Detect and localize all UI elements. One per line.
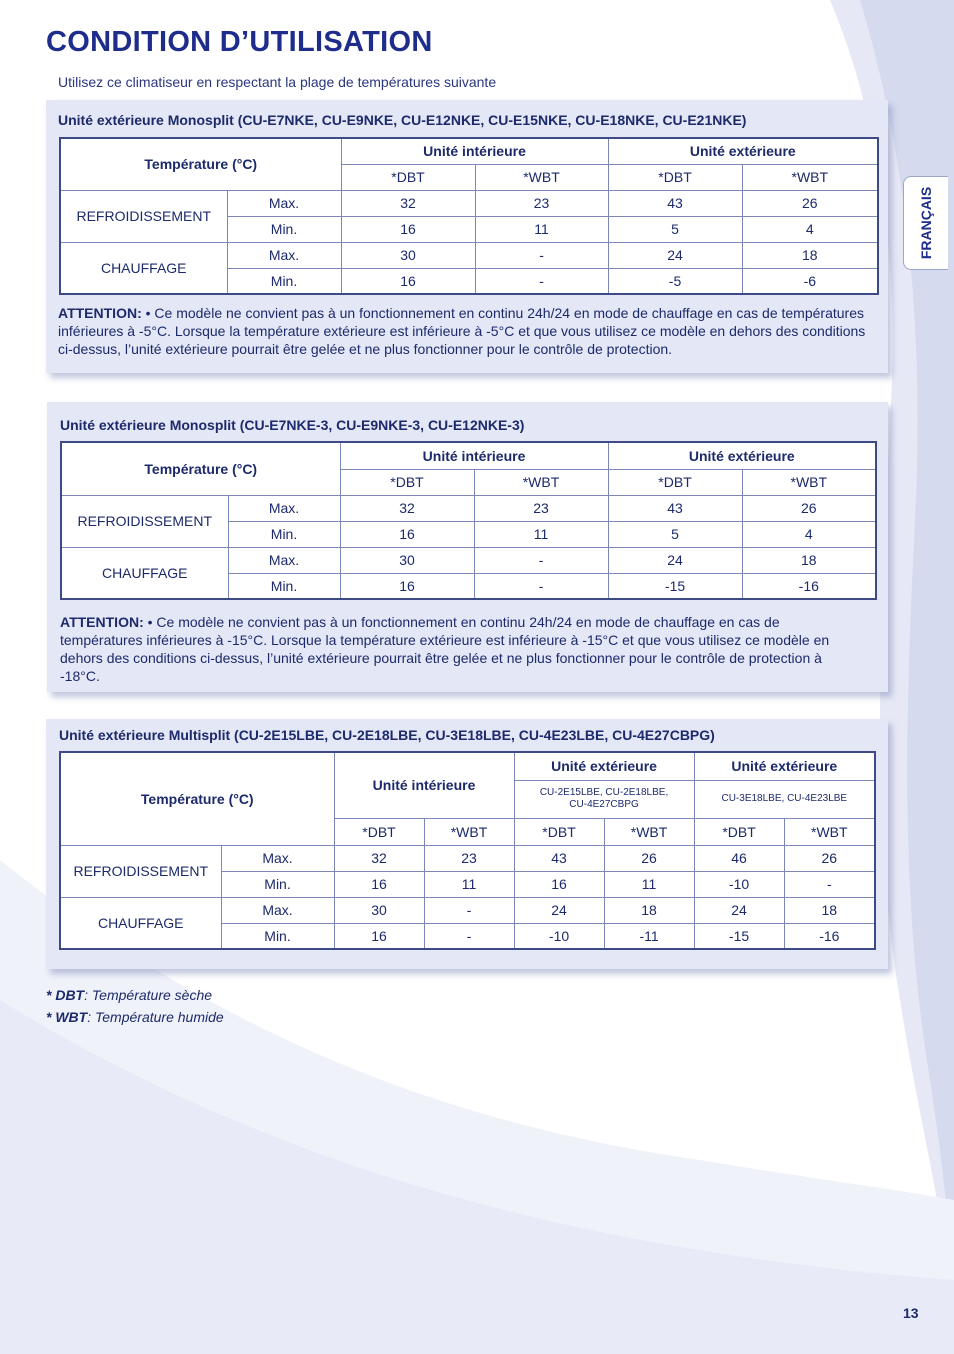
wbt-header: *WBT — [604, 818, 694, 845]
table-cell: - — [474, 547, 608, 573]
table-cell: 46 — [694, 845, 784, 871]
temperature-header: Température (°C) — [60, 138, 341, 190]
table-cell: 26 — [604, 845, 694, 871]
table-cell: 32 — [334, 845, 424, 871]
table-cell: 43 — [608, 190, 742, 216]
table-cell: 24 — [608, 547, 742, 573]
section-monosplit-1 — [46, 100, 888, 373]
wbt-header: *WBT — [742, 469, 876, 495]
table-cell: 26 — [784, 845, 875, 871]
temperature-header: Température (°C) — [61, 442, 340, 495]
cooling-label: REFROIDISSEMENT — [60, 190, 227, 242]
min-label: Min. — [221, 923, 334, 949]
table-cell: 23 — [475, 190, 608, 216]
table-cell: 5 — [608, 216, 742, 242]
footnote-text: : Température sèche — [84, 987, 213, 1003]
heating-label: CHAUFFAGE — [60, 897, 221, 949]
section-title: Unité extérieure Monosplit (CU-E7NKE-3, CU-E9NKE-3, CU-E12NKE-3) — [60, 417, 525, 433]
table-cell: 30 — [340, 547, 474, 573]
table-cell: 26 — [742, 495, 876, 521]
dbt-header: *DBT — [514, 818, 604, 845]
page-title: CONDITION D’UTILISATION — [46, 26, 433, 58]
heating-label: CHAUFFAGE — [61, 547, 228, 599]
table-row — [60, 845, 875, 871]
table-cell: 16 — [340, 573, 474, 599]
wbt-header: *WBT — [424, 818, 514, 845]
page-number: 13 — [903, 1305, 919, 1321]
temperature-table — [59, 137, 879, 295]
dbt-header: *DBT — [341, 164, 475, 190]
dbt-header: *DBT — [334, 818, 424, 845]
attention-note — [58, 304, 873, 358]
max-label: Max. — [221, 845, 334, 871]
outdoor-unit-header: Unité extérieure — [608, 138, 878, 164]
table-cell: 16 — [341, 268, 475, 294]
footnote-wbt — [46, 1009, 224, 1025]
table-cell: 18 — [604, 897, 694, 923]
min-label: Min. — [227, 216, 341, 242]
table-cell: 26 — [742, 190, 878, 216]
outdoor-unit-header: Unité extérieure — [608, 442, 876, 469]
temperature-header: Température (°C) — [60, 752, 334, 845]
table-cell: 11 — [604, 871, 694, 897]
table-cell: - — [784, 871, 875, 897]
table-cell: - — [474, 573, 608, 599]
table-cell: 32 — [340, 495, 474, 521]
wbt-header: *WBT — [475, 164, 608, 190]
temperature-table — [59, 751, 876, 950]
footnote-key: * WBT — [46, 1009, 88, 1025]
dbt-header: *DBT — [608, 469, 742, 495]
table-cell: 43 — [608, 495, 742, 521]
dbt-header: *DBT — [340, 469, 474, 495]
footnote-text: : Température humide — [87, 1009, 224, 1025]
table-cell: - — [424, 897, 514, 923]
table-cell: -16 — [784, 923, 875, 949]
table-cell: 11 — [424, 871, 514, 897]
table-cell: 18 — [742, 242, 878, 268]
indoor-unit-header: Unité intérieure — [334, 752, 514, 818]
intro-text: Utilisez ce climatiseur en respectant la plage de températures suivante — [58, 74, 497, 90]
table-row — [60, 190, 878, 216]
table-cell: 18 — [784, 897, 875, 923]
table-cell: -10 — [514, 923, 604, 949]
table-cell: 4 — [742, 216, 878, 242]
max-label: Max. — [227, 242, 341, 268]
table-cell: 16 — [334, 871, 424, 897]
table-cell: - — [475, 268, 608, 294]
indoor-unit-header: Unité intérieure — [341, 138, 608, 164]
table-cell: 4 — [742, 521, 876, 547]
table-row — [61, 495, 876, 521]
wbt-header: *WBT — [742, 164, 878, 190]
table-cell: -10 — [694, 871, 784, 897]
table-cell: 30 — [341, 242, 475, 268]
section-title: Unité extérieure Multisplit (CU-2E15LBE, CU-2E18LBE, CU-3E18LBE, CU-4E23LBE, CU-4E27CBPG) — [59, 727, 715, 743]
min-label: Min. — [228, 573, 340, 599]
table-cell: -11 — [604, 923, 694, 949]
table-cell: 24 — [608, 242, 742, 268]
min-label: Min. — [221, 871, 334, 897]
cooling-label: REFROIDISSEMENT — [61, 495, 228, 547]
section-title: Unité extérieure Monosplit (CU-E7NKE, CU-E9NKE, CU-E12NKE, CU-E15NKE, CU-E18NKE, CU-E21NKE) — [58, 112, 747, 128]
language-tab-label: FRANÇAIS — [918, 186, 934, 260]
table-cell: 5 — [608, 521, 742, 547]
attention-text: • Ce modèle ne convient pas à un fonctionnement en continu 24h/24 en mode de chauffage en cas de températures inférieures à -5°C. Lorsque la température extérieure est inférieure à -5°C et que vous utilisez ce modèle en dehors des conditions ci-dessus, l’unité extérieure pourrait être gelée et ne plus fonctionner pour le contrôle de protection. — [58, 305, 866, 357]
max-label: Max. — [228, 495, 340, 521]
table-cell: 43 — [514, 845, 604, 871]
footnote-dbt — [46, 987, 212, 1003]
table-row — [60, 897, 875, 923]
attention-label: ATTENTION: — [58, 305, 142, 321]
attention-label: ATTENTION: — [60, 614, 144, 630]
indoor-unit-header: Unité intérieure — [340, 442, 608, 469]
table-cell: 24 — [514, 897, 604, 923]
wbt-header: *WBT — [474, 469, 608, 495]
outdoor-models-a: CU-2E15LBE, CU-2E18LBE, CU-4E27CBPG — [514, 780, 694, 818]
table-cell: 32 — [341, 190, 475, 216]
table-cell: 16 — [341, 216, 475, 242]
table-cell: - — [475, 242, 608, 268]
max-label: Max. — [227, 190, 341, 216]
table-cell: 30 — [334, 897, 424, 923]
table-cell: 16 — [334, 923, 424, 949]
table-cell: 16 — [514, 871, 604, 897]
table-cell: 24 — [694, 897, 784, 923]
table-cell: -15 — [694, 923, 784, 949]
table-cell: 18 — [742, 547, 876, 573]
heating-label: CHAUFFAGE — [60, 242, 227, 294]
table-cell: 23 — [474, 495, 608, 521]
table-cell: -15 — [608, 573, 742, 599]
footnote-key: * DBT — [46, 987, 85, 1003]
table-cell: - — [424, 923, 514, 949]
table-cell: 16 — [340, 521, 474, 547]
table-cell: 11 — [474, 521, 608, 547]
outdoor-unit-header: Unité extérieure — [514, 752, 694, 780]
section-monosplit-2 — [47, 402, 888, 692]
table-cell: -6 — [742, 268, 878, 294]
min-label: Min. — [227, 268, 341, 294]
max-label: Max. — [228, 547, 340, 573]
table-cell: -5 — [608, 268, 742, 294]
attention-note — [60, 613, 855, 685]
max-label: Max. — [221, 897, 334, 923]
cooling-label: REFROIDISSEMENT — [60, 845, 221, 897]
table-row — [60, 242, 878, 268]
temperature-table — [60, 441, 877, 600]
outdoor-models-b: CU-3E18LBE, CU-4E23LBE — [694, 780, 875, 818]
min-label: Min. — [228, 521, 340, 547]
language-tab — [903, 176, 948, 270]
table-cell: 11 — [475, 216, 608, 242]
table-cell: -16 — [742, 573, 876, 599]
attention-text: • Ce modèle ne convient pas à un fonctionnement en continu 24h/24 en mode de chauffage en cas de températures inférieures à -15°C. Lorsque la température extérieure est inférieure à -15°C et que vous utilisez ce modèle en dehors des conditions ci-dessus, l’unité extérieure pourrait être gelée et ne plus fonctionner pour le contrôle de protection à -18°C. — [60, 614, 830, 684]
dbt-header: *DBT — [608, 164, 742, 190]
table-cell: 23 — [424, 845, 514, 871]
outdoor-unit-header: Unité extérieure — [694, 752, 875, 780]
dbt-header: *DBT — [694, 818, 784, 845]
section-multisplit — [46, 719, 888, 969]
table-row — [61, 547, 876, 573]
wbt-header: *WBT — [784, 818, 875, 845]
